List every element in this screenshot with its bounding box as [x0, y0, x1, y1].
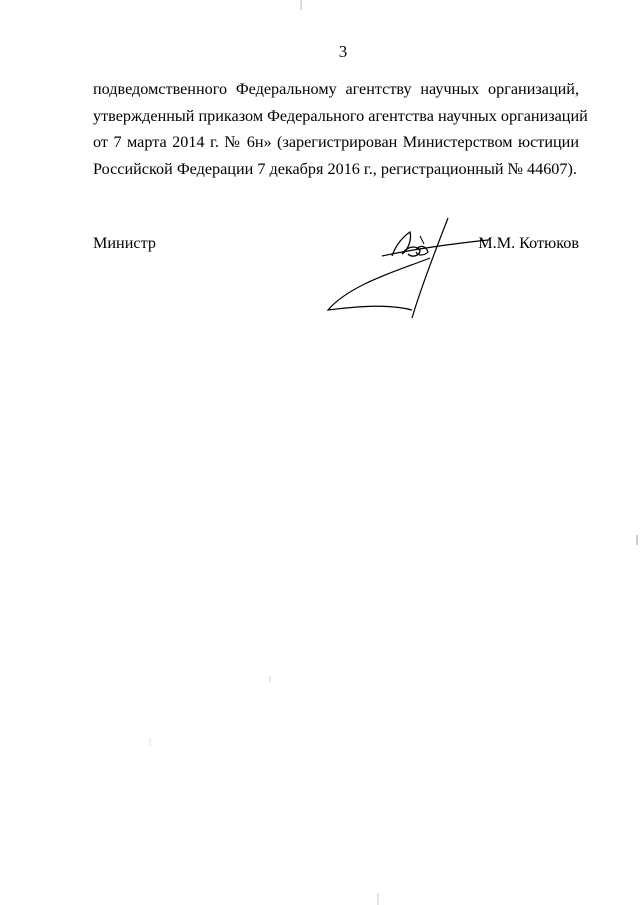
scan-artifact [268, 676, 272, 684]
body-paragraph [93, 76, 588, 182]
handwritten-signature [320, 214, 490, 324]
scan-artifact [299, 0, 303, 12]
signer-name: М.М. Котюков [478, 234, 579, 252]
scan-artifact [634, 535, 640, 547]
page-number: 3 [338, 42, 348, 61]
scan-artifact [376, 893, 380, 905]
scan-artifact [148, 738, 152, 748]
paragraph-line: Российской Федерации 7 декабря 2016 г., регистрационный № 44607). [93, 159, 577, 178]
signer-position: Министр [93, 234, 156, 252]
paragraph-line: утвержденный приказом Федерального агентства научных организаций [93, 106, 588, 125]
paragraph-line: подведомственного Федеральному агентству научных организаций, [93, 80, 579, 98]
paragraph-line: от 7 марта 2014 г. № 6н» (зарегистрирован Министерством юстиции [93, 133, 579, 151]
